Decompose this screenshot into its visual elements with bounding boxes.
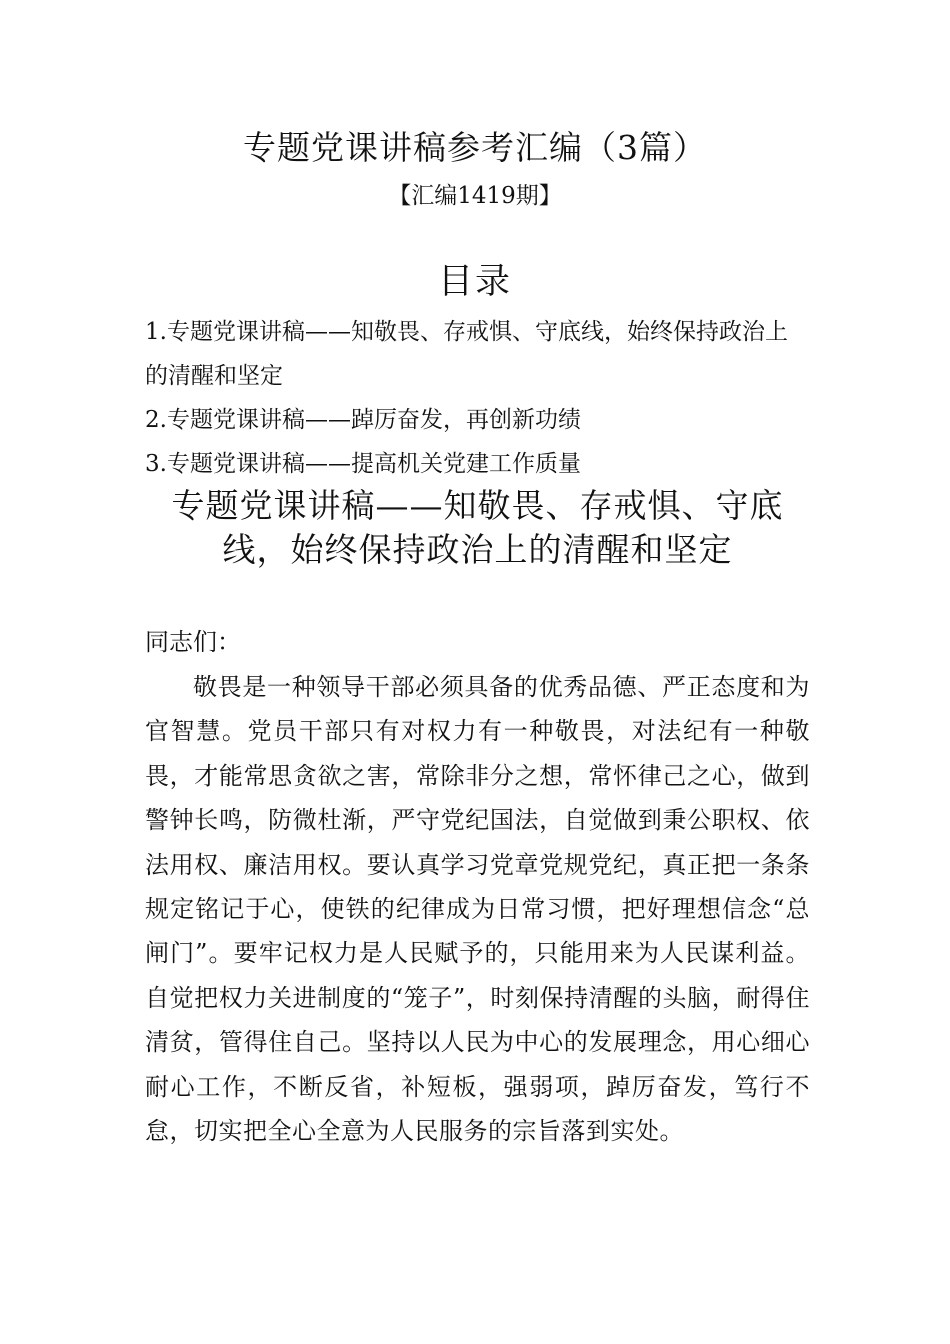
toc-list — [145, 310, 810, 486]
section-title: 专题党课讲稿——知敬畏、存戒惧、守底线，始终保持政治上的清醒和坚定 — [171, 486, 784, 569]
toc-item-2: 2.专题党课讲稿——踔厉奋发，再创新功绩 — [145, 407, 581, 433]
salutation: 同志们： — [145, 628, 241, 656]
toc-heading: 目录 — [437, 262, 512, 302]
toc-item-3: 3.专题党课讲稿——提高机关党建工作质量 — [145, 451, 581, 477]
document-title: 专题党课讲稿参考汇编（3篇） — [243, 128, 707, 167]
body-paragraph: 敬畏是一种领导干部必须具备的优秀品德、严正态度和为官智慧。党员干部只有对权力有一种敬畏，对法纪有一种敬畏，才能常思贪欲之害，常除非分之想，常怀律己之心，做到警钟长鸣，防微杜渐，严守党纪国法，自觉做到秉公职权、依法用权、廉洁用权。要认真学习党章党规党纪，真正把一条条规定铭记于心，使铁的纪律成为日常习惯，把好理想信念“总闸门”。要牢记权力是人民赋予的，只能用来为人民谋利益。自觉把权力关进制度的“笼子”，时刻保持清醒的头脑，耐得住清贫，管得住自己。坚持以人民为中心的发展理念，用心细心耐心工作，不断反省，补短板，强弱项，踔厉奋发，笃行不怠，切实把全心全意为人民服务的宗旨落到实处。 — [145, 673, 810, 1146]
document-issue-number: 【汇编1419期】 — [388, 183, 562, 209]
toc-item-1: 1.专题党课讲稿——知敬畏、存戒惧、守底线，始终保持政治上的清醒和坚定 — [145, 319, 788, 389]
